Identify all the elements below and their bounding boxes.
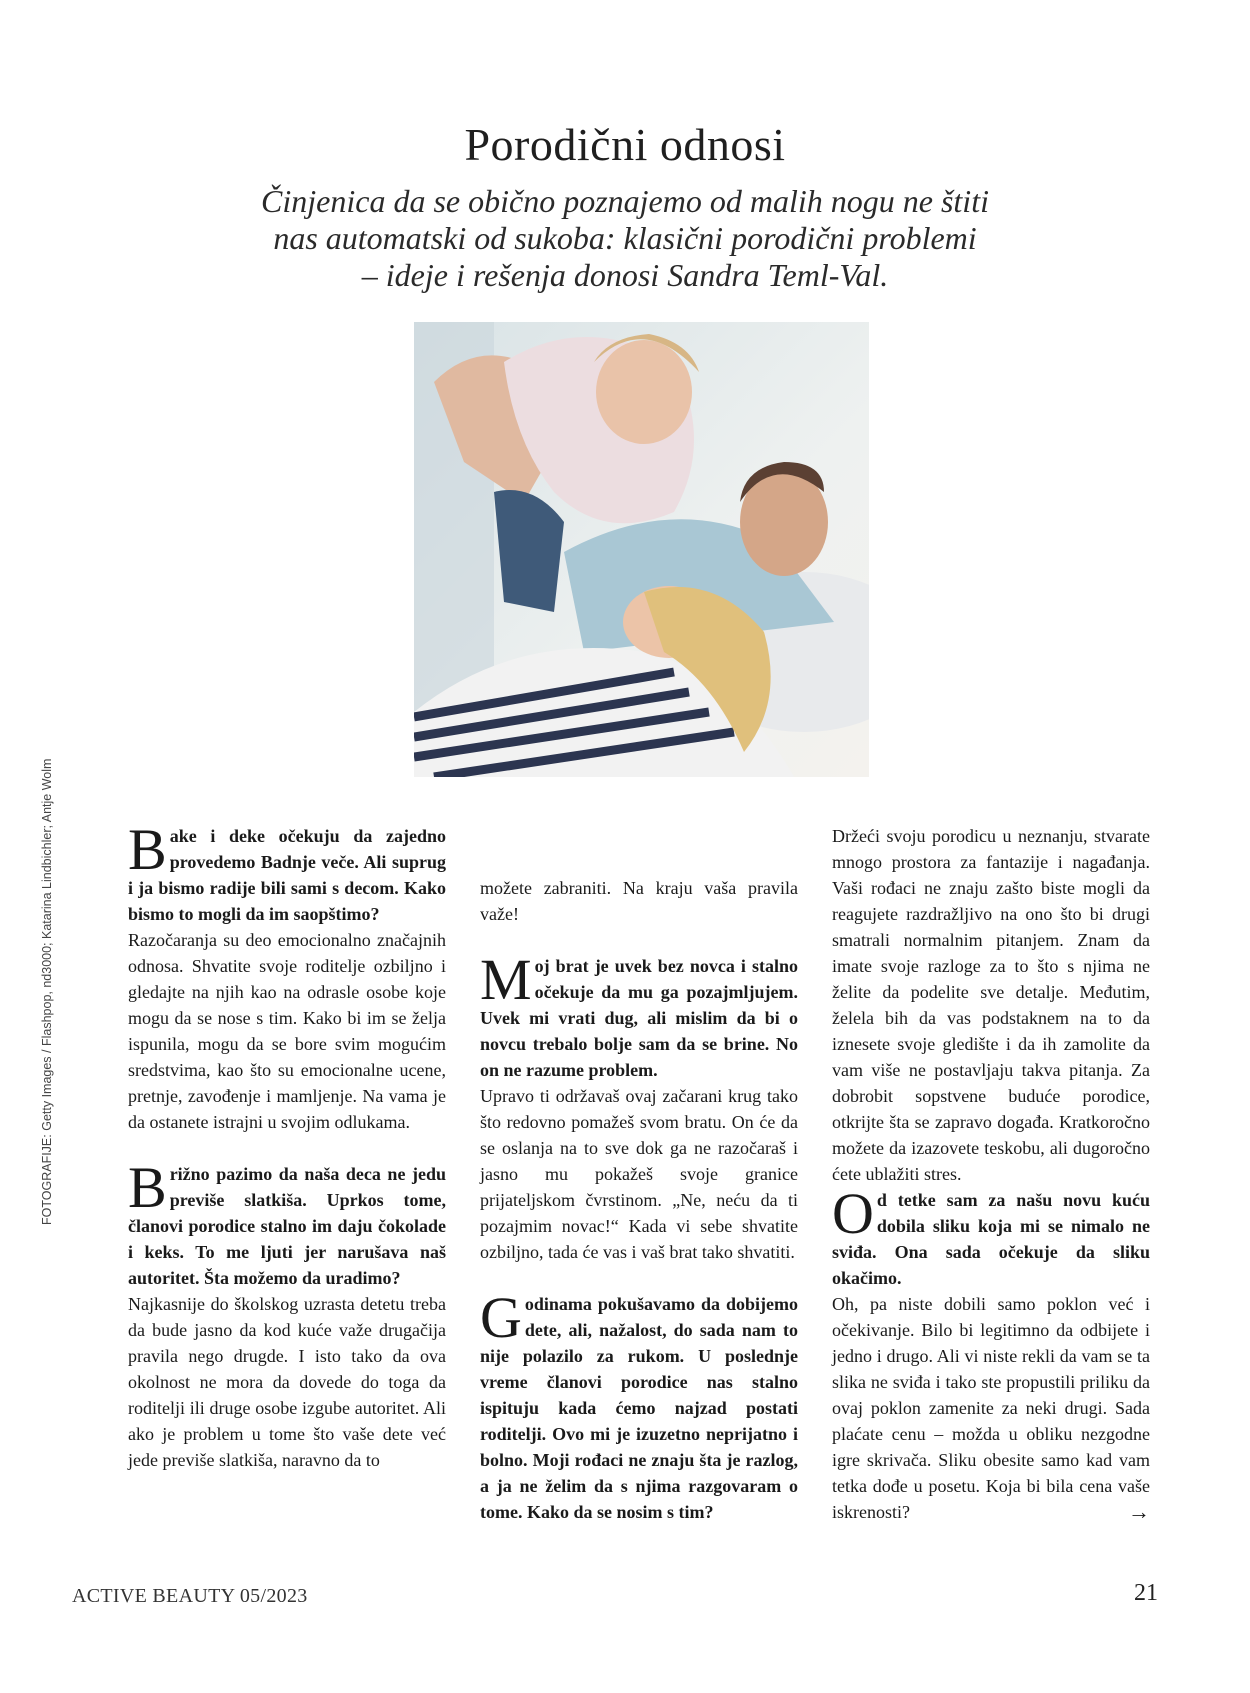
drop-cap: M (480, 947, 532, 1012)
column-2 (480, 823, 798, 1525)
continue-arrow-icon: → (1128, 1499, 1150, 1524)
question-paragraph (480, 1285, 798, 1525)
subtitle-line: nas automatski od sukoba: klasični porodični problemi (273, 220, 977, 256)
page-number: 21 (1134, 1580, 1158, 1606)
photo-credit-text: FOTOGRAFIJE: Getty Images / Flashpop, nd3000; Katarina Lindbichler; Antje Wolm (40, 758, 54, 1225)
subtitle-line: – ideje i rešenja donosi Sandra Teml-Val. (361, 257, 889, 293)
question-text: odinama pokušavamo da dobijemo dete, ali, nažalost, do sada nam to nije polazilo za rukom. U poslednje vreme članovi porodice nas stalno ispituju kada ćemo najzad postati roditelji. Ovo mi je izuzetno neprijatno i bolno. Moji rođaci ne znaju šta je razlog, a ja ne želim da s njima razgovaram o tome. Kako da se nosim s tim? (480, 1294, 798, 1522)
question-text: ake i deke očekuju da zajedno provedemo Badnje veče. Ali suprug i ja bismo radije bili sami s decom. Kako bismo to mogli da im saopštimo? (128, 826, 446, 924)
answer-paragraph: Držeći svoju porodicu u neznanju, stvarate mnogo prostora za fantazije i nagađanja. Vaši rođaci ne znaju zašto biste mogli da reagujete razdražljivo na ono što bi drugi smatrali normalnim pitanjem. Znam da imate svoje razloge za to što s njima ne želite da podelite sve detalje. Međutim, želela bih da vas podstaknem na to da iznesete svoje gledište i da ih zamolite da vam više ne postavljaju takva pitanja. Za dobrobit sopstvene buduće porodice, otkrijte šta se zapravo događa. Kratkoročno možete da izazovete teskobu, ali dugoročno ćete ublažiti stres. (832, 826, 1150, 1184)
question-text: oj brat je uvek bez novca i stalno očekuje da mu ga pozajmljujem. Uvek mi vrati dug, ali mislim da bi o novcu trebalo bolje sam da se brine. No on ne razume problem. (480, 956, 798, 1080)
drop-cap: O (832, 1181, 874, 1246)
answer-paragraph: Najkasnije do školskog uzrasta detetu treba da bude jasno da kod kuće važe drugačija pravila nego drugde. I isto tako da ova okolnost ne mora da dovede do toga da roditelji ili druge osobe izgube autoritet. Ali ako je problem u tome što vaše dete već jede previše slatkiša, naravno da to (128, 1294, 446, 1470)
question-paragraph (480, 947, 798, 1083)
article-title: Porodični odnosi (464, 119, 786, 170)
family-photo (414, 322, 869, 777)
question-paragraph (128, 1155, 446, 1291)
photo-credit (40, 758, 54, 1226)
column-3 (832, 823, 1150, 1525)
article-subtitle (200, 183, 1050, 294)
answer-paragraph: Oh, pa niste dobili samo poklon već i očekivanje. Bilo bi legitimno da odbijete i jedno i drugo. Ali vi niste rekli da vam se ta slika ne sviđa i tako ste propustili priliku da ovaj poklon zamenite za neki drugi. Sada plaćate cenu – možda u obliku nezgodne igre skrivača. Sliku obesite samo kad vam tetka dođe u posetu. Koja bi bila cena vaše iskrenosti? (832, 1294, 1150, 1522)
magazine-issue: ACTIVE BEAUTY 05/2023 (72, 1585, 308, 1607)
answer-paragraph: Upravo ti održavaš ovaj začarani krug tako što redovno pomažeš svom bratu. On će da se oslanja na to sve dok ga ne razočaraš i jasno mu pokažeš svoje granice prijateljskom čvrstinom. „Ne, neću da ti pozajmim novac!“ Kada vi sebe shvatite ozbiljno, tada će vas i vaš brat tako shvatiti. (480, 1086, 798, 1262)
column-1 (128, 817, 446, 1473)
drop-cap: B (128, 1155, 167, 1220)
answer-paragraph: Razočaranja su deo emocionalno značajnih odnosa. Shvatite svoje roditelje ozbiljno i gledajte na njih kao na odrasle osobe koje mogu da se nose s tim. Kako bi im se želja ispunila, mogu da se bore svim mogućim sredstvima, kao što su emocionalne ucene, pretnje, zavođenje i mamljenje. Na vama je da ostanete istrajni u svojim odlukama. (128, 930, 446, 1132)
question-paragraph (128, 817, 446, 927)
question-text: d tetke sam za našu novu kuću dobila sliku koja mi se nimalo ne sviđa. Ona sada očekuje da sliku okačimo. (832, 1190, 1150, 1288)
drop-cap: B (128, 817, 167, 882)
drop-cap: G (480, 1285, 522, 1350)
question-text: rižno pazimo da naša deca ne jedu previše slatkiša. Uprkos tome, članovi porodice stalno im daju čokolade i keks. To me ljuti jer narušava naš autoritet. Šta možemo da uradimo? (128, 1164, 446, 1288)
subtitle-line: Činjenica da se obično poznajemo od malih nogu ne štiti (261, 183, 989, 219)
answer-continued-paragraph: možete zabraniti. Na kraju vaša pravila važe! (480, 878, 798, 924)
question-paragraph (832, 1181, 1150, 1291)
